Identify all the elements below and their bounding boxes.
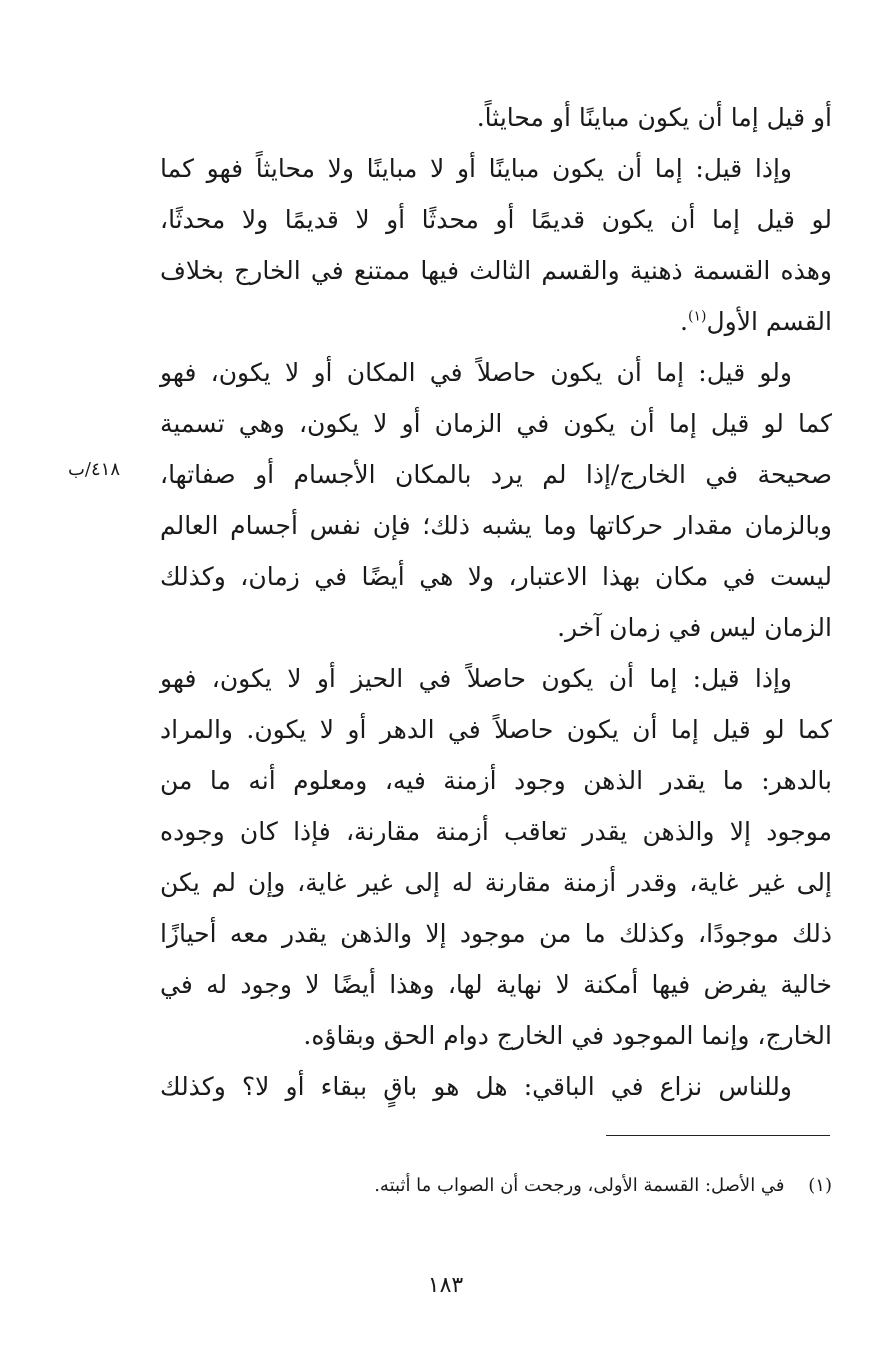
text-line-punctuation: .	[680, 307, 688, 336]
text-line	[160, 143, 832, 194]
text-line-content: كما لو قيل إما أن يكون حاصلاً في الدهر أو لا يكون. والمراد	[160, 715, 832, 744]
manuscript-folio-marker: ٤١٨/ب	[67, 459, 121, 480]
text-line-content: وللناس نزاع في الباقي: هل هو باقٍ ببقاء أو لا؟ وكذلك	[160, 1072, 792, 1101]
text-line-content: وهذه القسمة ذهنية والقسم الثالث فيها ممتنع في الخارج بخلاف	[160, 256, 832, 285]
text-line	[160, 857, 832, 908]
text-line	[160, 908, 832, 959]
text-line	[160, 194, 832, 245]
page-number: ١٨٣	[427, 1273, 464, 1298]
text-line	[160, 653, 832, 704]
text-line-content: ليست في مكان بهذا الاعتبار، ولا هي أيضًا في زمان، وكذلك	[160, 562, 832, 591]
text-line	[160, 551, 832, 602]
text-line-content: وإذا قيل: إما أن يكون حاصلاً في الحيز أو لا يكون، فهو	[160, 664, 792, 693]
text-line-content: صحيحة في الخارج/إذا لم يرد بالمكان الأجسام أو صفاتها،	[160, 460, 832, 489]
text-line-content: القسم الأول	[706, 307, 832, 336]
footnote-separator	[606, 1135, 830, 1136]
text-line	[160, 959, 832, 1010]
text-line-content: الخارج، وإنما الموجود في الخارج دوام الحق وبقاؤه.	[303, 1021, 832, 1050]
text-line	[160, 449, 832, 500]
main-text	[160, 92, 832, 1112]
text-line	[160, 347, 832, 398]
text-line-content: كما لو قيل إما أن يكون في الزمان أو لا يكون، وهي تسمية	[160, 409, 832, 438]
footnote-text: في الأصل: القسمة الأولى، ورجحت أن الصواب ما أثبته.	[374, 1175, 785, 1196]
text-line-content: بالدهر: ما يقدر الذهن وجود أزمنة فيه، ومعلوم أنه ما من	[160, 766, 832, 795]
text-line	[160, 602, 832, 653]
text-line	[160, 704, 832, 755]
text-line-content: وبالزمان مقدار حركاتها وما يشبه ذلك؛ فإن نفس أجسام العالم	[160, 511, 832, 540]
text-line-content: ولو قيل: إما أن يكون حاصلاً في المكان أو لا يكون، فهو	[160, 358, 792, 387]
text-line	[160, 1010, 832, 1061]
text-line-content: أو قيل إما أن يكون مباينًا أو محايثاً.	[476, 103, 832, 132]
text-line	[160, 806, 832, 857]
text-line-content: لو قيل إما أن يكون قديمًا أو محدثًا أو لا قديمًا ولا محدثًا،	[160, 205, 832, 234]
footnote-number: (١)	[808, 1175, 832, 1196]
text-line	[160, 245, 832, 296]
text-line-content: وإذا قيل: إما أن يكون مباينًا أو لا مباينًا ولا محايثاً فهو كما	[160, 154, 792, 183]
text-line	[160, 500, 832, 551]
text-line-content: خالية يفرض فيها أمكنة لا نهاية لها، وهذا أيضًا لا وجود له في	[160, 970, 832, 999]
text-line	[160, 755, 832, 806]
text-line-content: إلى غير غاية، وقدر أزمنة مقارنة له إلى غير غاية، وإن لم يكن	[160, 868, 832, 897]
footnote-reference: (١)	[687, 308, 707, 325]
text-line-content: الزمان ليس في زمان آخر.	[557, 613, 832, 642]
text-line	[160, 296, 832, 347]
footnote	[300, 1172, 832, 1200]
text-line	[160, 1061, 832, 1112]
text-line	[160, 92, 832, 143]
text-line	[160, 398, 832, 449]
text-line-content: موجود إلا والذهن يقدر تعاقب أزمنة مقارنة، فإذا كان وجوده	[160, 817, 832, 846]
text-line-content: ذلك موجودًا، وكذلك ما من موجود إلا والذهن يقدر معه أحيازًا	[160, 919, 832, 948]
